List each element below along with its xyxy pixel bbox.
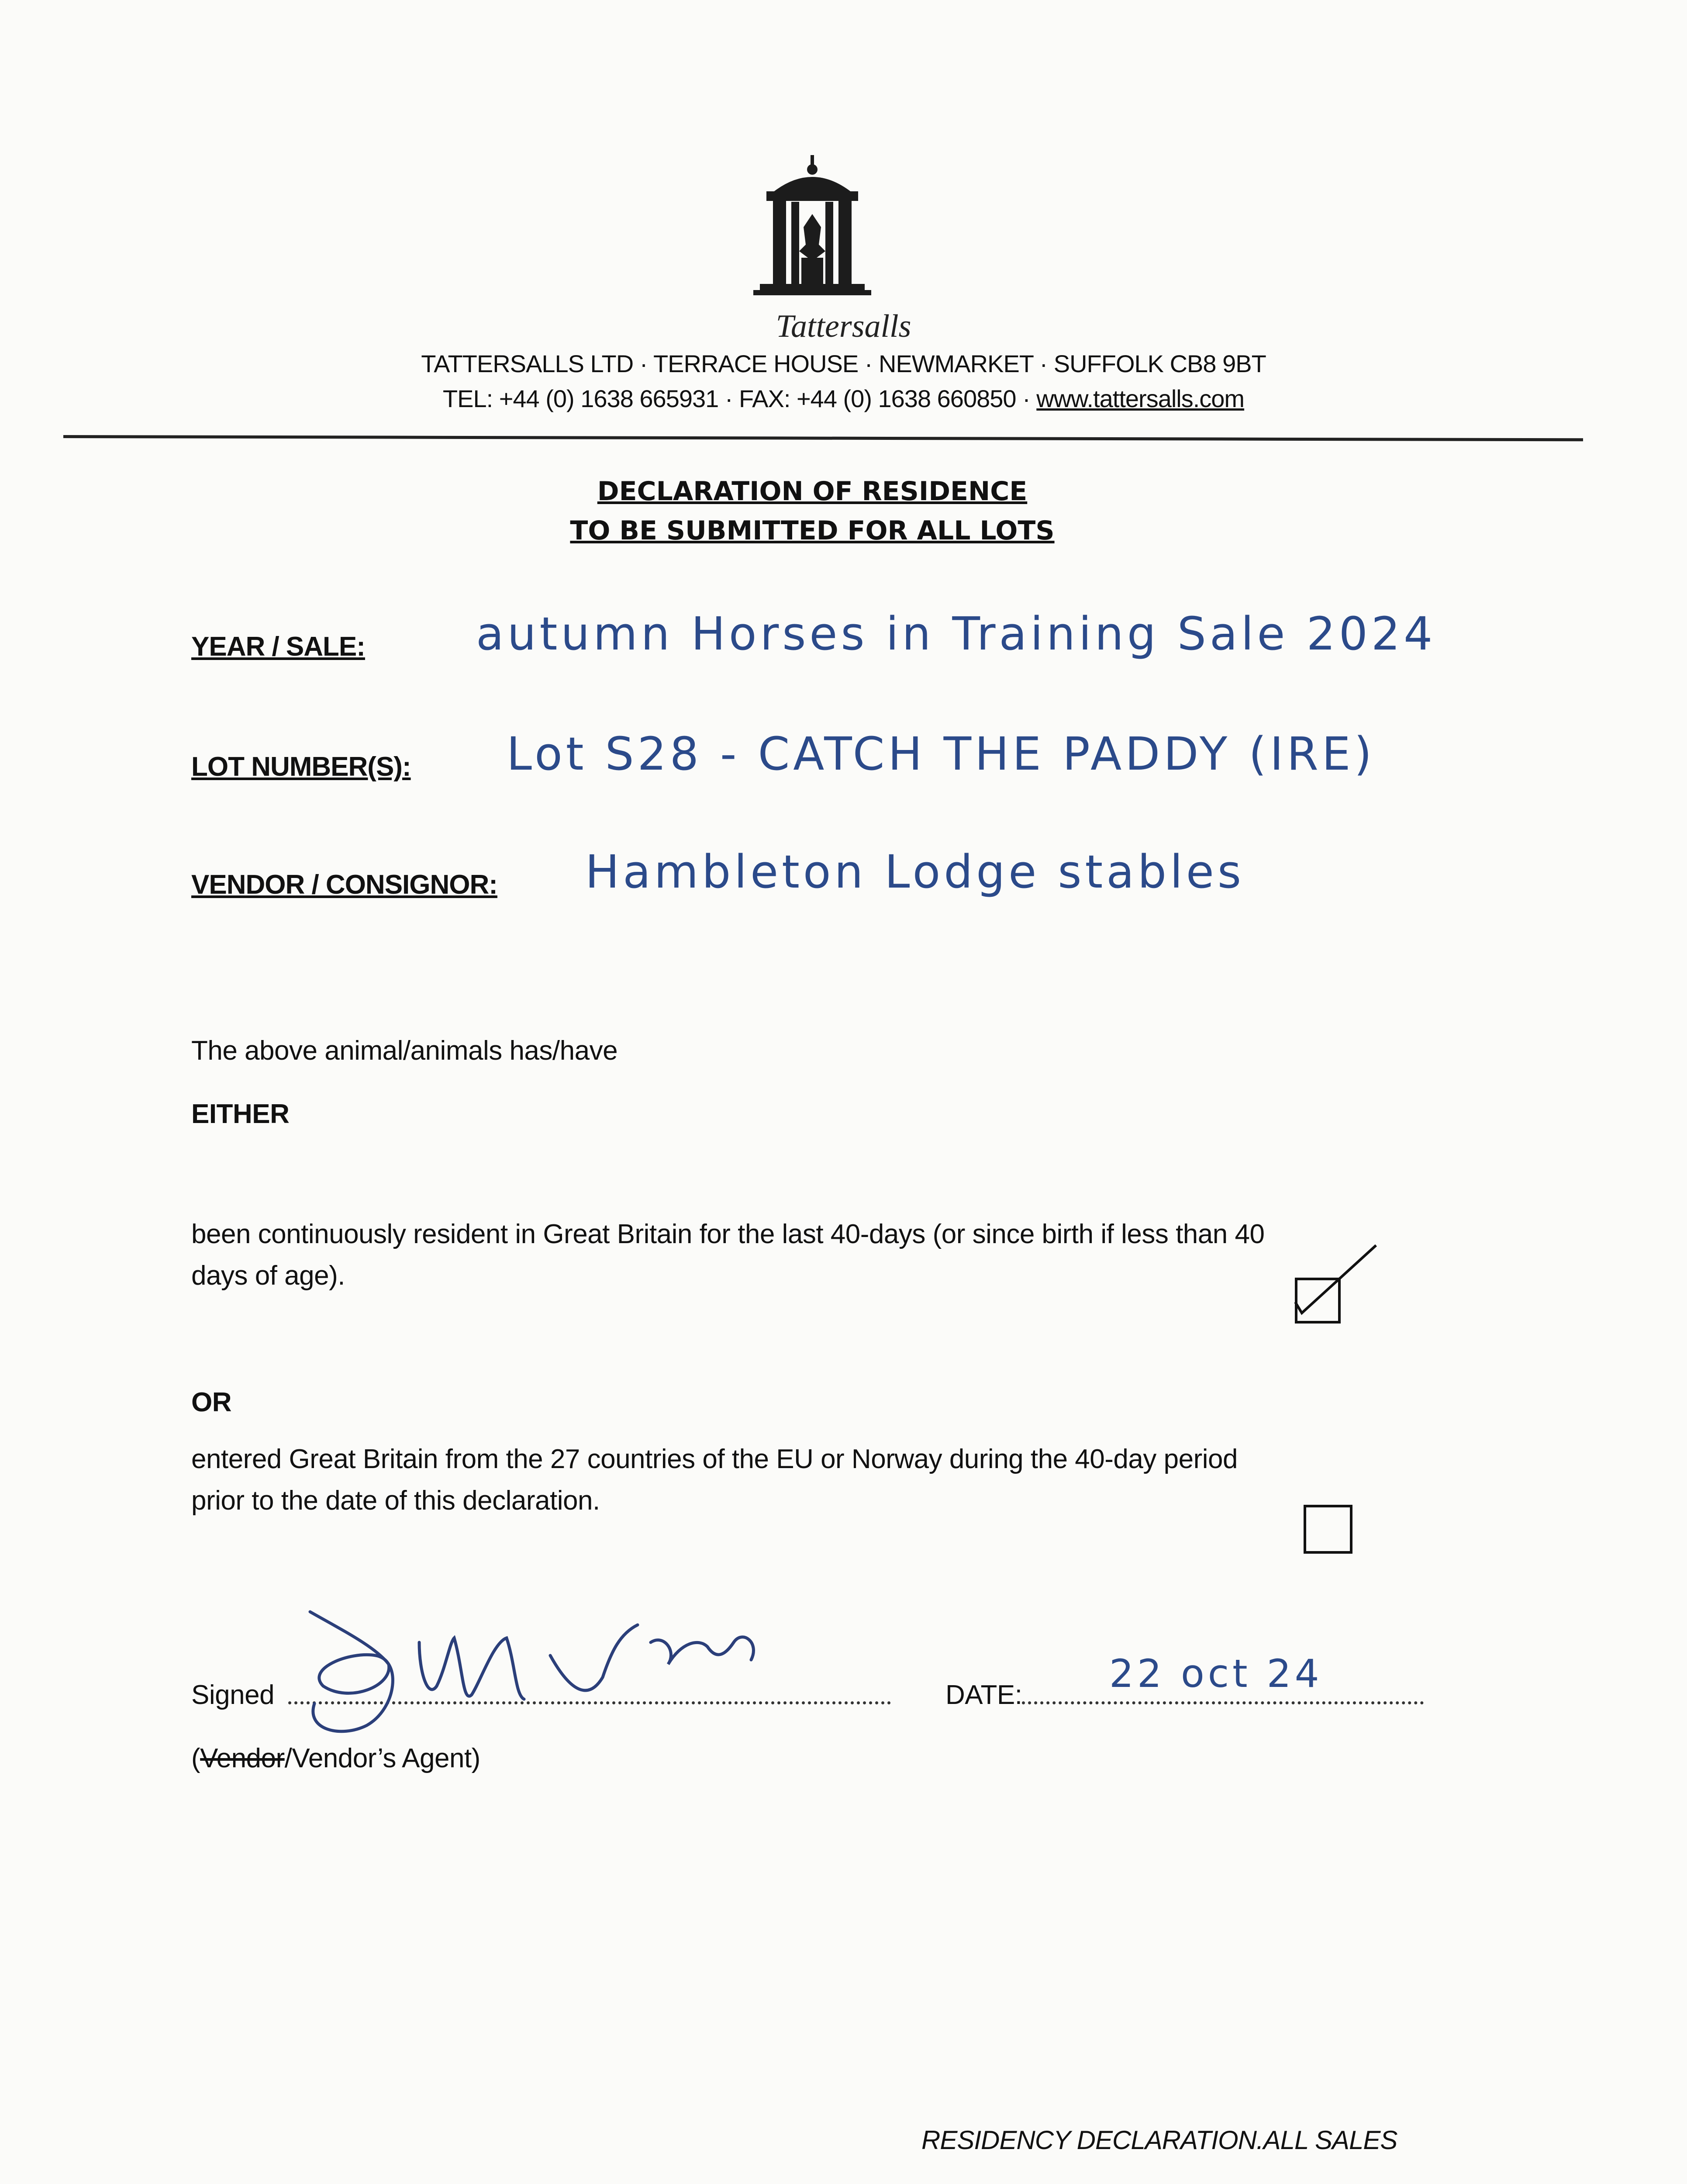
option1-text-line2: days of age). [191, 1261, 345, 1291]
company-address: TATTERSALLS LTD · TERRACE HOUSE · NEWMARKET · SUFFOLK CB8 9BT [421, 350, 1266, 377]
role-open-paren: ( [191, 1743, 200, 1773]
option1-text-line1: been continuously resident in Great Britain for the last 40-days (or since birth if less than 40 [191, 1219, 1265, 1249]
contact-numbers: TEL: +44 (0) 1638 665931 · FAX: +44 (0) 1638 660850 · [442, 385, 1037, 412]
option2-text-line2: prior to the date of this declaration. [191, 1486, 600, 1516]
date-label: DATE: [945, 1680, 1022, 1710]
option2-checkbox[interactable] [1304, 1505, 1352, 1554]
footer-reference: RESIDENCY DECLARATION.ALL SALES [921, 2125, 1397, 2155]
either-heading: EITHER [191, 1099, 290, 1129]
year-sale-value[interactable]: autumn Horses in Training Sale 2024 [476, 607, 1436, 660]
pavilion-statue-logo-icon [742, 153, 882, 310]
option2-text-line1: entered Great Britain from the 27 countries of the EU or Norway during the 40-day period [191, 1444, 1238, 1474]
role-struck-vendor: Vendor [200, 1743, 285, 1773]
intro-text: The above animal/animals has/have [191, 1036, 618, 1066]
signed-label: Signed [191, 1680, 275, 1710]
role-vendors-agent: /Vendor’s Agent) [284, 1743, 480, 1773]
brand-name: Tattersalls [776, 308, 911, 344]
lot-number-value[interactable]: Lot S28 - CATCH THE PADDY (IRE) [507, 727, 1376, 781]
or-heading: OR [191, 1387, 231, 1417]
company-contact [0, 384, 1687, 413]
header-divider [63, 435, 1583, 441]
handwritten-signature [288, 1599, 856, 1747]
checkmark-icon [1293, 1237, 1372, 1315]
date-value[interactable]: 22 oct 24 [1109, 1651, 1323, 1696]
website-link[interactable]: www.tattersalls.com [1036, 385, 1245, 412]
vendor-label: VENDOR / CONSIGNOR: [191, 870, 497, 900]
year-sale-label: YEAR / SALE: [191, 632, 365, 662]
document-title-line1: DECLARATION OF RESIDENCE [597, 476, 1028, 507]
signatory-role [191, 1743, 480, 1774]
document-title-line2: TO BE SUBMITTED FOR ALL LOTS [570, 515, 1055, 546]
vendor-value[interactable]: Hambleton Lodge stables [585, 845, 1245, 898]
date-line [1022, 1701, 1424, 1704]
lot-number-label: LOT NUMBER(S): [191, 752, 411, 782]
option1-checkbox[interactable] [1295, 1278, 1341, 1324]
